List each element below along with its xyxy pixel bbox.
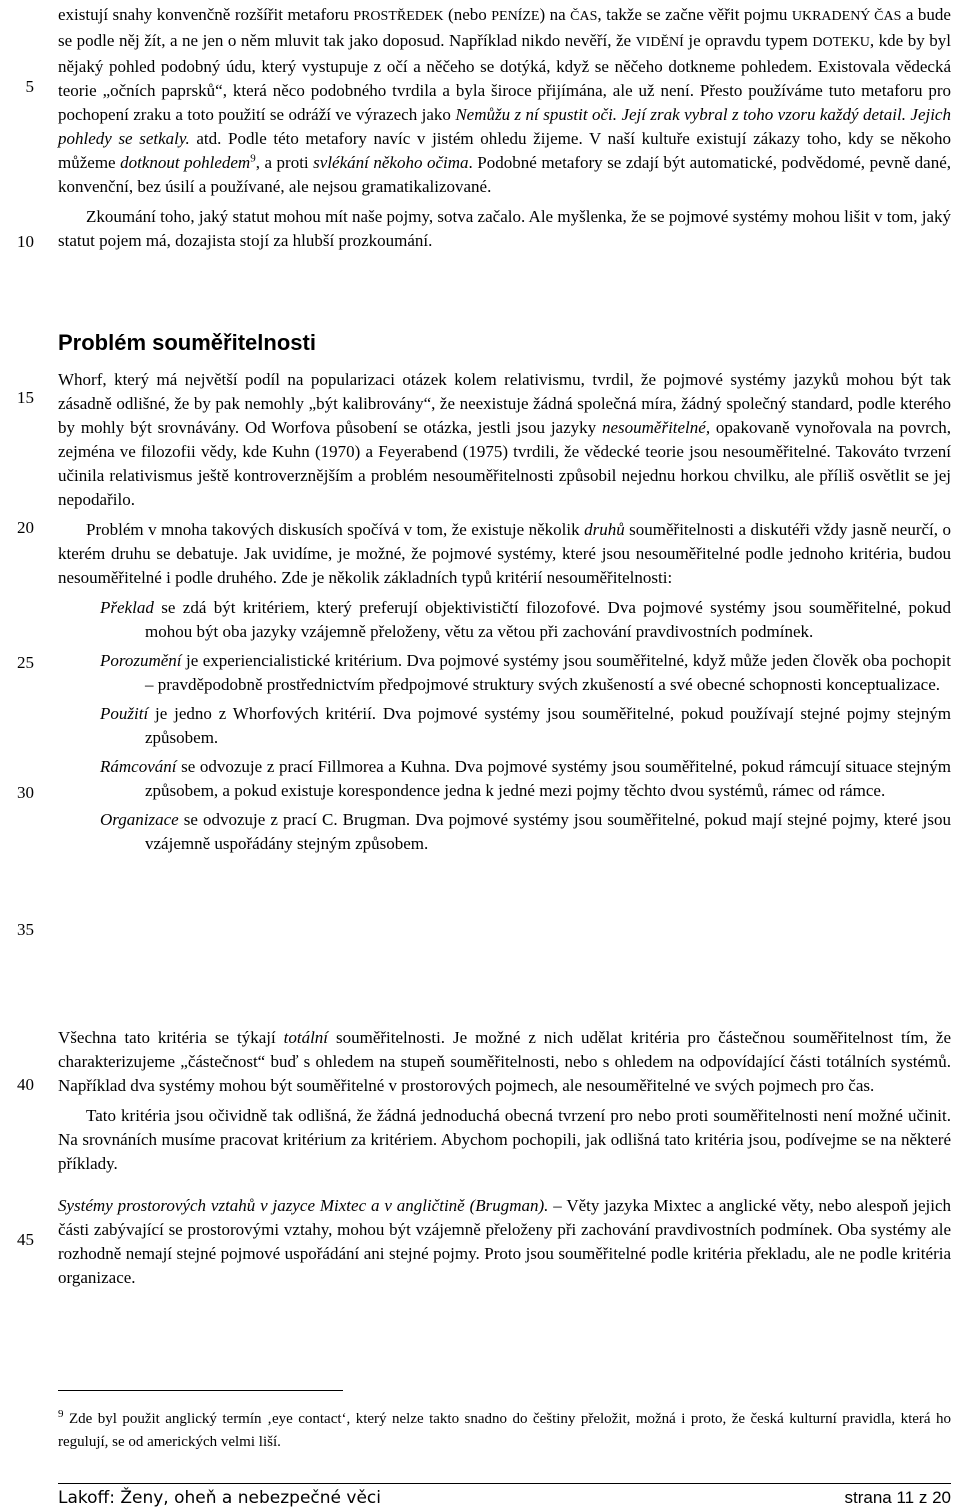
section-heading: Problém souměřitelnosti	[58, 330, 316, 355]
criterion-item: Použití je jedno z Whorfových kritérií. Dva pojmové systémy jsou souměřitelné, pokud používají stejné pojmy stejným způsobem.	[100, 704, 951, 747]
section-paragraph-2: Problém v mnoha takových diskusích spočívá v tom, že existuje několik druhů souměřitelnosti a diskutéři vždy jasně neurčí, o kterém druhu se debatuje. Jak uvidíme, je možné, že pojmové systémy, které jsou nesouměřitelné podle jednoho kritéria, budou nesouměřitelné i podle druhého. Zde je několik základních typů kritérií nesouměřitelnosti:	[58, 520, 951, 587]
criterion-item: Rámcování se odvozuje z prací Fillmorea a Kuhna. Dva pojmové systémy jsou souměřitelné, pokud rámcují situace stejným způsobem, a pokud existuje korespondence jedna k jedné mezi pojmy těchto dvou systémů, rámec od rámce.	[100, 757, 951, 800]
page-footer	[58, 1486, 951, 1510]
footer-title: Lakoff: Ženy, oheň a nebezpečné věci	[58, 1488, 381, 1508]
footnote-separator	[58, 1390, 343, 1391]
line-number: 15	[17, 388, 34, 407]
page-number: strana 11 z 20	[844, 1488, 951, 1507]
footnote: $^9$ Zde byl použit anglický termín ‚eye contact‘, který nelze takto snadno do češtiny přeložit, možná i proto, že česká kulturní pravidla, která ho regulují, se od amerických velmi liší.	[58, 1408, 951, 1450]
criterion-item: Porozumění je experiencialistické kritérium. Dva pojmové systémy jsou souměřitelné, když může jeden člověk oba pochopit – pravděpodobně prostřednictvím předpojmové struktury svých zkušeností a své obecné schopnosti konceptualizace.	[100, 651, 951, 694]
after-block	[58, 1026, 951, 1290]
line-number: 20	[17, 518, 34, 537]
line-number: 30	[17, 783, 34, 802]
intro-paragraph-2: Zkoumání toho, jaký statut mohou mít naše pojmy, sotva začalo. Ale myšlenka, že se pojmové systémy mohou lišit v tom, jaký statut pojem má, dozajista stojí za hlubší prozkoumání.	[58, 207, 951, 250]
criterion-item: Překlad se zdá být kritériem, který preferují objektivističtí filozofové. Dva pojmové systémy jsou souměřitelné, pokud mohou být oba jazyky vzájemně přeloženy, větu za větou při zachování pravdivostních podmínek.	[100, 598, 951, 641]
footer-rule	[58, 1483, 951, 1484]
line-number: 5	[25, 77, 34, 96]
after-paragraph-3: Systémy prostorových vztahů v jazyce Mixtec a v angličtině (Brugman). – Věty jazyka Mixtec a anglické věty, nebo alespoň jejich části zabývající se prostorovými vztahy, mohou být vzájemně přeloženy při zachování pravdivostních podmínek. Oba systémy ale rozhodně nemají stejné pojmové uspořádání ani stejné pojmy. Proto jsou souměřitelné podle kritéria překladu, ale ne podle kritéria organizace.	[58, 1196, 951, 1287]
after-paragraph-1: Všechna tato kritéria se týkají totální souměřitelnosti. Je možné z nich udělat kritéria pro částečnou souměřitelnost tím, že charakterizujeme „částečnost“ buď s ohledem na stupeň souměřitelnosti, nebo s ohledem na odpovídající části totálních systémů. Například dva systémy mohou být souměřitelné v prostorových pojmech, ale nesouměřitelné ve svých pojmech pro čas.	[58, 1028, 951, 1095]
line-number: 40	[17, 1075, 34, 1094]
criteria-list	[58, 596, 951, 856]
section-block	[58, 368, 951, 861]
footnote-number: 9	[58, 1408, 64, 1420]
line-number: 25	[17, 653, 34, 672]
line-number: 10	[17, 232, 34, 251]
intro-block	[58, 3, 951, 253]
criterion-item: Organizace se odvozuje z prací C. Brugman. Dva pojmové systémy jsou souměřitelné, pokud mají stejné pojmy, které jsou vzájemně uspořádány stejným způsobem.	[100, 810, 951, 853]
line-number: 45	[17, 1230, 34, 1249]
footnote-ref: 9	[250, 152, 256, 165]
section-paragraph-1: Whorf, který má největší podíl na popularizaci otázek kolem relativismu, tvrdil, že pojmové systémy jazyků mohou být tak zásadně odlišné, že by pak nemohly „být kalibrovány“, že neexistuje žádná společná míra, žádný společný standard, podle kterého by mohly být srovnávány. Od Worfova působení se otázka, jestli jsou jazyky nesouměřitelné, opakovaně vynořovala na povrch, zejména ve filozofii vědy, kde Kuhn (1970) a Feyerabend (1975) tvrdili, že vědecké teorie jsou nesouměřitelné. Takováto tvrzení učinila relativismus ještě kontroverznějším a problém nesouměřitelnosti způsobil nejednu horkou chvilku, ale příliš osvětlit se jej nepodařilo.	[58, 370, 951, 509]
after-paragraph-2: Tato kritéria jsou očividně tak odlišná, že žádná jednoduchá obecná tvrzení pro nebo proti souměřitelnosti není možné učinit. Na srovnáních musíme pracovat kritérium za kritériem. Abychom pochopili, jak odlišná tato kritéria jsou, podívejme se na některé příklady.	[58, 1106, 951, 1173]
line-number: 35	[17, 920, 34, 939]
intro-paragraph-1: existují snahy konvenčně rozšířit metaforu PROSTŘEDEK (nebo PENÍZE) na ČAS, takže se začne věřit pojmu UKRADENÝ ČAS a bude se podle něj žít, a ne jen o něm mluvit tak jako doposud. Například nikdo nevěří, že VIDĚNÍ je opravdu typem DOTEKU, kde by byl nějaký pohled podobný údu, který vystupuje z očí a něčeho se dotýká, když se něčeho dotkneme pohledem. Existovala vědecká teorie „očních paprsků“, která něco podobného tvrdila a byla široce přijímána, ale už není. Přesto používáme tuto metaforu pro pochopení zraku a toto použití se odráží ve výrazech jako Nemůžu z ní spustit oči. Její zrak vybral z toho vzoru každý detail. Jejich pohledy se setkaly. atd. Podle této metafory navíc v jistém ohledu žijeme. V naší kultuře existují zákazy toho, kdy se někoho můžeme dotknout pohledem$^9$, a proti svlékání někoho očima. Podobné metafory se zdají být automatické, podvědomé, pevně dané, konvenční, bez úsilí a používané, ale nejsou gramatikalizované.	[58, 5, 952, 196]
